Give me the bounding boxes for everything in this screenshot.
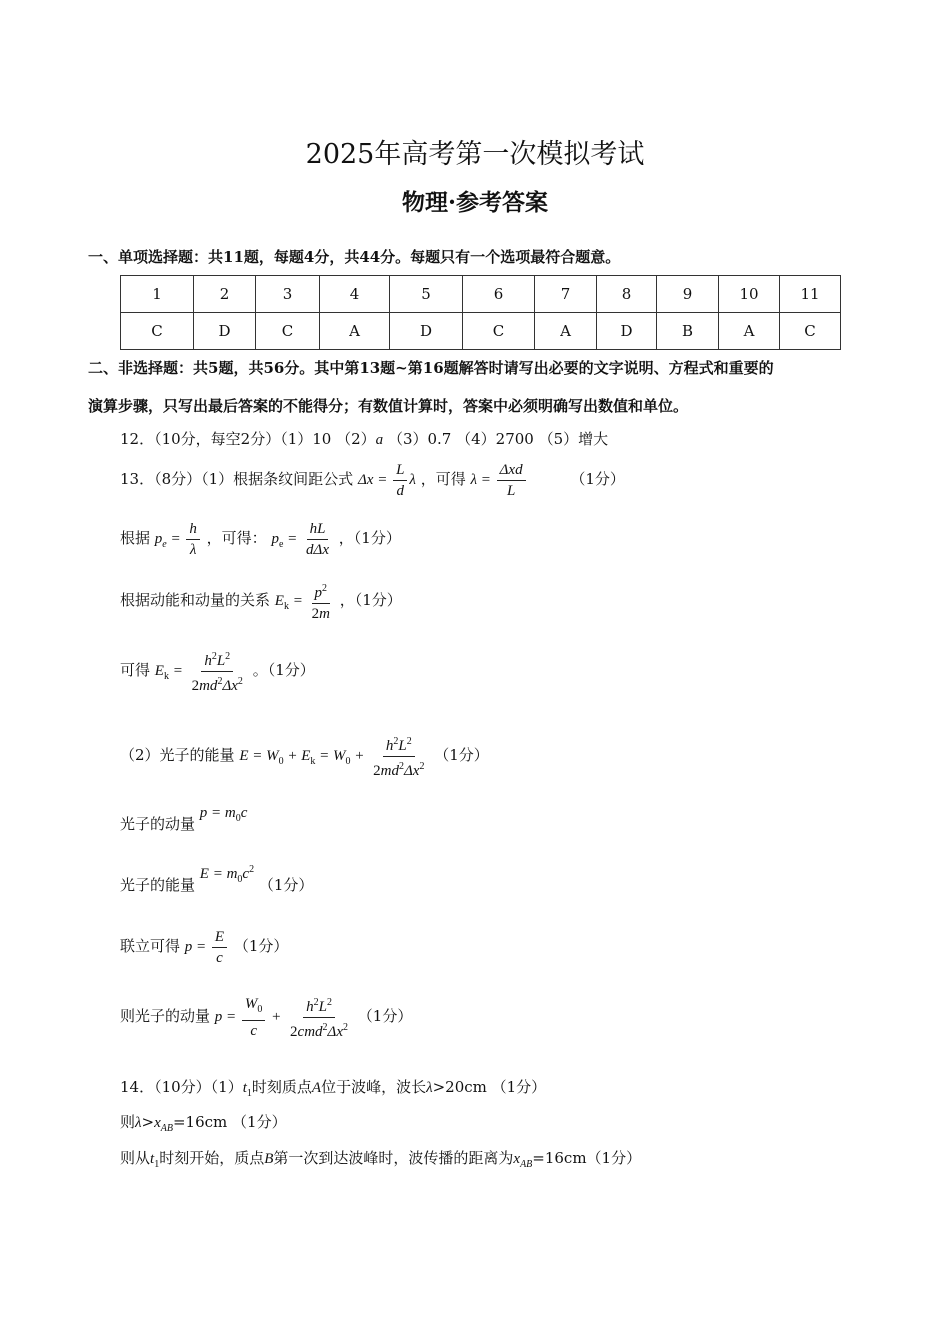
- q13-line-9: 则光子的动量 p = $\frac{W_0}{c}$ + $\frac{h^2L^2}{2cmd^2\Delta x^2}$ （1分）: [120, 996, 413, 1040]
- answer-cell: C: [463, 313, 535, 350]
- answer-cell: A: [320, 313, 390, 350]
- question-number-cell: 11: [780, 276, 841, 313]
- question-number-cell: 10: [719, 276, 780, 313]
- answer-cell: B: [657, 313, 719, 350]
- question-number-cell: 2: [194, 276, 256, 313]
- answer-cell: A: [535, 313, 597, 350]
- answer-cell: D: [390, 313, 463, 350]
- question-number-cell: 8: [597, 276, 657, 313]
- kinetic-energy-momentum-formula: $E_k$ = $\frac{p^2}{2m}$: [275, 593, 335, 609]
- electron-momentum-result: $p_e$ = $\frac{hL}{\text{dΔx}}$: [271, 521, 329, 558]
- answer-cell: A: [719, 313, 780, 350]
- q13-line-7: 光子的能量 $E = m_0c^2$ （1分）: [120, 864, 314, 894]
- wavelength-formula: λ = $\frac{\text{Δxd}}{L}$: [471, 472, 528, 488]
- q12-answer: 12．（10分，每空2分）（1）10 （2）a （3）0.7 （4）2700 （5）增大: [120, 430, 609, 448]
- question-number-cell: 3: [256, 276, 320, 313]
- photon-momentum-result: p = $\frac{W_0}{c}$ + $\frac{h^2L^2}{2cmd^2\Delta x^2}$: [214, 996, 349, 1040]
- photon-momentum-energy-formula: p = $\frac{E}{c}$: [185, 939, 229, 955]
- photon-momentum-formula: $p = m_0c$: [199, 805, 248, 824]
- question-number-cell: 1: [121, 276, 194, 313]
- answer-table-number-row: [121, 276, 841, 313]
- page-subtitle: 物理·参考答案: [401, 189, 548, 216]
- answer-cell: C: [780, 313, 841, 350]
- kinetic-energy-result: $E_k$ = $\frac{h^2L^2}{2md^2\Delta x^2}$: [155, 663, 248, 679]
- answer-table-answer-row: [121, 313, 841, 350]
- q13-line-6: 光子的动量 $p = m_0c$: [120, 805, 248, 833]
- question-number-cell: 4: [320, 276, 390, 313]
- question-number-cell: 6: [463, 276, 535, 313]
- section-1-heading: 一、单项选择题：共11题，每题4分，共44分。每题只有一个选项最符合题意。: [88, 248, 621, 266]
- answer-cell: C: [256, 313, 320, 350]
- question-number-cell: 9: [657, 276, 719, 313]
- answer-cell: C: [121, 313, 194, 350]
- fringe-spacing-formula: Δx = $\frac{L}{d}$ λ: [357, 462, 416, 499]
- answer-cell: D: [597, 313, 657, 350]
- page-title: 2025年高考第一次模拟考试: [305, 139, 645, 170]
- electron-momentum-formula: $p_e$ = $\frac{h}{\lambda}$: [155, 531, 202, 547]
- q13-line-3: 根据动能和动量的关系 $E_k$ = $\frac{p^2}{2m}$ ，（1分）: [120, 580, 402, 623]
- photon-energy-formula: $E = W_0 + E_k = W_0$ + $\frac{h^2L^2}{2md^2\Delta x^2}$: [239, 748, 429, 764]
- question-number-cell: 5: [390, 276, 463, 313]
- q14-line-3: 则从$t_1$时刻开始，质点B第一次到达波峰时，波传播的距离为$x_{AB}=16cm(1$分）: [120, 1149, 642, 1170]
- q13-line-8: 联立可得 p = $\frac{E}{c}$ （1分）: [120, 929, 289, 966]
- q13-line-1: 13．（8分）（1）根据条纹间距公式 Δx = $\frac{L}{d}$ λ ，可得 λ = $\frac{\text{Δxd}}{L}$ （1分）: [120, 462, 625, 499]
- photon-energy-mass-formula: $E = m_0c^2$: [199, 864, 255, 885]
- question-number-cell: 7: [535, 276, 597, 313]
- answer-table: [120, 275, 841, 350]
- q13-line-5: （2）光子的能量 $E = W_0 + E_k = W_0$ + $\frac{h^2L^2}{2md^2\Delta x^2}$ （1分）: [120, 733, 489, 780]
- q14-line-1: 14．（10分）$(1)t_1$时刻质点A位于波峰，波长λ>20cm （1分）: [120, 1078, 547, 1099]
- answer-cell: D: [194, 313, 256, 350]
- section-2-heading-line1: 二、非选择题：共5题，共56分。其中第13题~第16题解答时请写出必要的文字说明、方程式和重要的: [88, 359, 774, 377]
- q13-line-2: 根据 $p_e$ = $\frac{h}{\lambda}$ ，可得： $p_e$ = $\frac{hL}{\text{dΔx}}$ ，（1分）: [120, 521, 401, 558]
- section-2-heading-line2: 演算步骤，只写出最后答案的不能得分；有数值计算时，答案中必须明确写出数值和单位。: [88, 397, 689, 415]
- q14-line-2: 则$\lambda>x_{AB}=16cm$ （1分）: [120, 1113, 287, 1134]
- q13-line-4: 可得 $E_k$ = $\frac{h^2L^2}{2md^2\Delta x^2}$ 。（1分）: [120, 648, 315, 695]
